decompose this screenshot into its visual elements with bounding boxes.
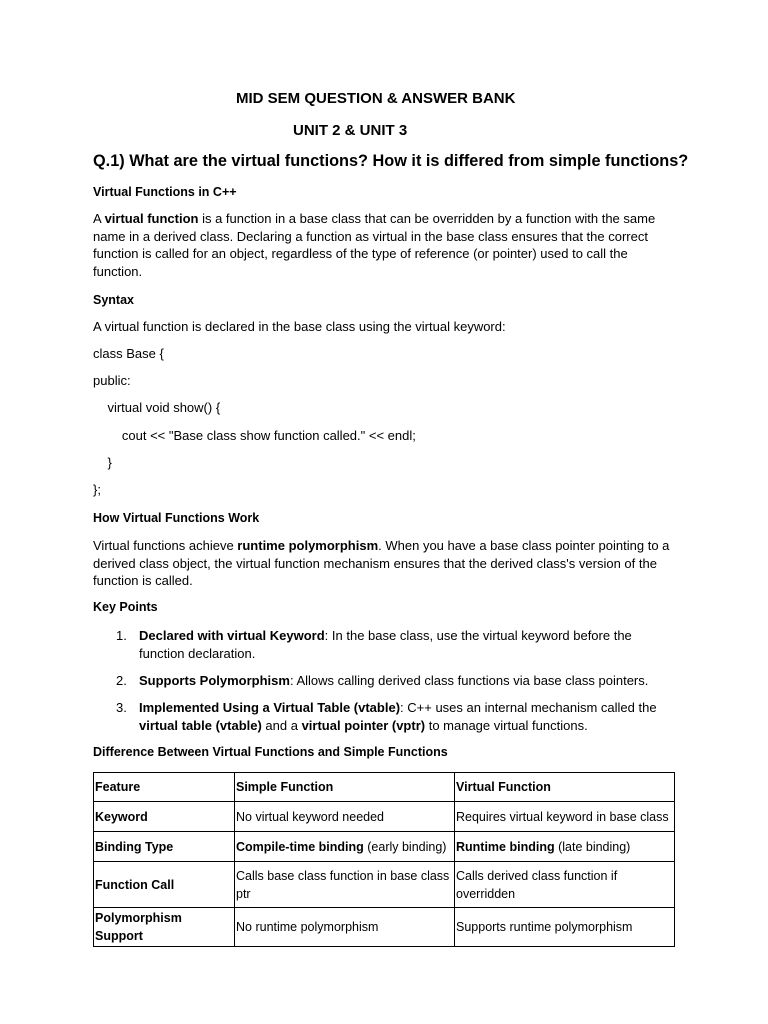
section-heading-syntax: Syntax — [93, 293, 134, 307]
table-cell-feature: Keyword — [94, 802, 235, 832]
table-cell-simple: Calls base class function in base class ptr — [235, 862, 455, 908]
table-row — [94, 832, 675, 862]
code-line: class Base { — [93, 346, 164, 361]
code-line: }; — [93, 482, 101, 497]
table-cell-feature: Polymorphism Support — [94, 908, 235, 947]
syntax-text: A virtual function is declared in the base class using the virtual keyword: — [93, 319, 506, 334]
list-item-text: : C++ uses an internal mechanism called the — [400, 700, 657, 715]
document-title: MID SEM QUESTION & ANSWER BANK — [236, 90, 516, 107]
how-paragraph — [93, 537, 673, 590]
list-item-bold: virtual table (vtable) — [139, 717, 262, 733]
virtual-intro-paragraph — [93, 210, 673, 281]
list-number: 2. — [116, 673, 127, 688]
intro-bold: virtual function — [104, 211, 199, 226]
table-row — [94, 908, 675, 947]
table-cell-simple — [235, 832, 455, 862]
section-heading-keypoints: Key Points — [93, 600, 158, 614]
comparison-table — [93, 772, 675, 947]
table-cell-virtual: Requires virtual keyword in base class — [455, 802, 675, 832]
list-item-bold: Declared with virtual Keyword — [139, 628, 325, 643]
how-rest: . When you have a base class pointer pointing to a derived class object, the virtual function mechanism ensures that the derived class's version of the function is called. — [93, 538, 670, 589]
code-line: public: — [93, 373, 131, 388]
list-item — [139, 699, 659, 734]
table-header-cell: Simple Function — [235, 773, 455, 802]
table-cell-virtual — [455, 832, 675, 862]
table-row — [94, 862, 675, 908]
table-cell-virtual: Calls derived class function if overridden — [455, 862, 675, 908]
table-cell-simple: No runtime polymorphism — [235, 908, 455, 947]
list-number: 1. — [116, 628, 127, 643]
cell-text: (late binding) — [554, 839, 631, 854]
cell-bold: Runtime binding — [456, 839, 555, 854]
table-header-cell: Virtual Function — [455, 773, 675, 802]
how-prefix: Virtual functions achieve — [93, 538, 238, 553]
section-heading-virtual: Virtual Functions in C++ — [93, 185, 237, 199]
table-cell-simple: No virtual keyword needed — [235, 802, 455, 832]
table-cell-virtual: Supports runtime polymorphism — [455, 908, 675, 947]
cell-bold: Compile-time binding — [236, 839, 364, 854]
list-item-text: : Allows calling derived class functions via base class pointers. — [289, 673, 649, 688]
list-item-text: : In the base class, use the virtual keyword before the function declaration. — [139, 628, 632, 661]
code-line: } — [93, 455, 112, 470]
intro-prefix: A — [93, 211, 105, 226]
question-heading: Q.1) What are the virtual functions? How it is differed from simple functions? — [93, 152, 689, 170]
table-cell-feature: Binding Type — [94, 832, 235, 862]
document-subtitle: UNIT 2 & UNIT 3 — [293, 122, 408, 139]
cell-text: (early binding) — [363, 839, 447, 854]
list-item-bold: virtual pointer (vptr) — [301, 717, 426, 733]
code-line: cout << "Base class show function called." << endl; — [93, 428, 416, 443]
list-item-text: to manage virtual functions. — [425, 717, 588, 733]
intro-rest: is a function in a base class that can be overridden by a function with the same name in a derived class. Declaring a function as virtual in the base class ensures that the correct function is called for an object, regardless of the type of reference (or pointer) used to call the function. — [93, 211, 656, 280]
table-header-row — [94, 773, 675, 802]
list-item-bold: Supports Polymorphism — [139, 673, 290, 688]
list-item-bold: Implemented Using a Virtual Table (vtable) — [139, 700, 401, 715]
section-heading-difference: Difference Between Virtual Functions and Simple Functions — [93, 745, 448, 759]
code-line: virtual void show() { — [93, 400, 221, 415]
list-item-text: and a — [261, 717, 302, 733]
table-header-cell: Feature — [94, 773, 235, 802]
list-item — [139, 627, 659, 662]
list-item — [139, 672, 669, 690]
how-bold: runtime polymorphism — [237, 538, 379, 553]
table-cell-feature: Function Call — [94, 862, 235, 908]
table-row — [94, 802, 675, 832]
list-number: 3. — [116, 700, 127, 715]
section-heading-how: How Virtual Functions Work — [93, 511, 260, 525]
